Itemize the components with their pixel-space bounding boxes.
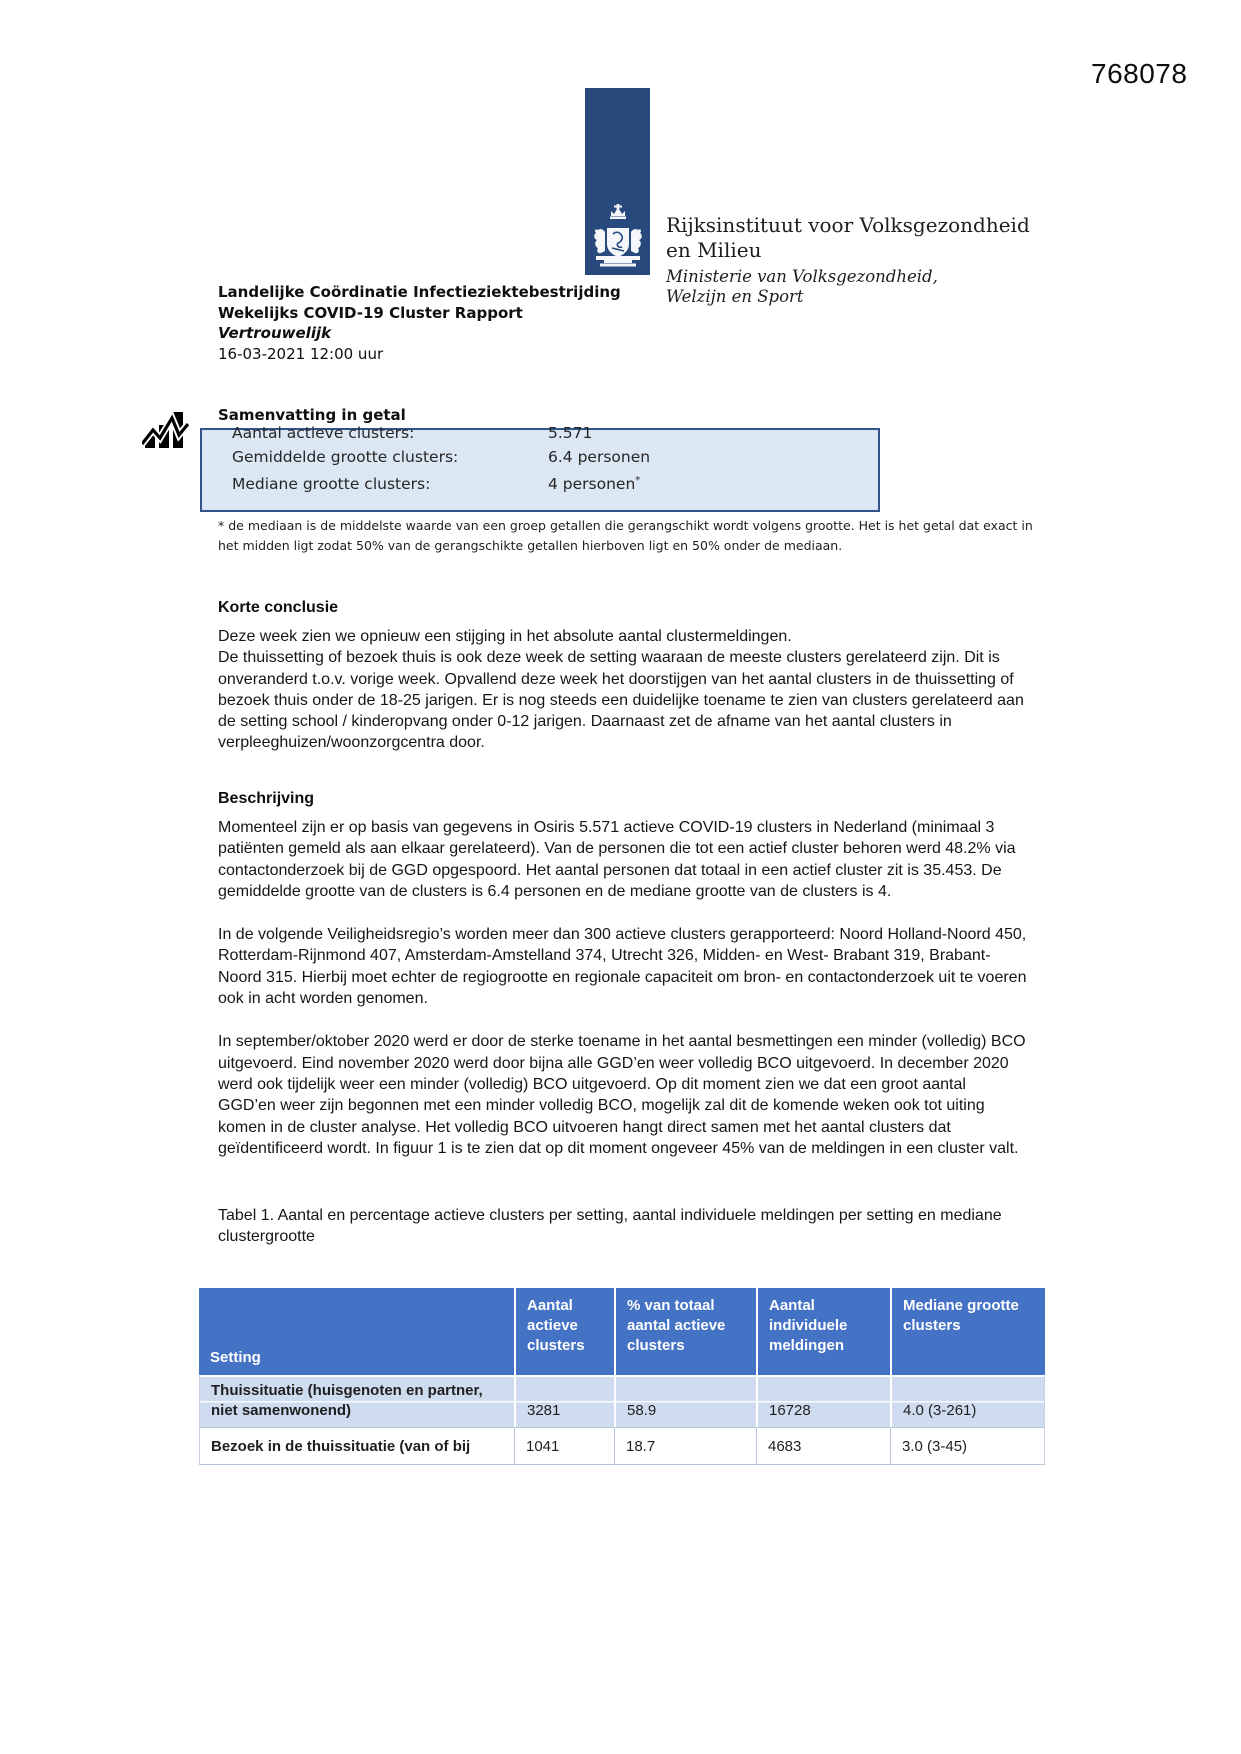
section-beschrijving <box>218 789 1028 1159</box>
summary-label: Mediane grootte clusters: <box>232 475 431 494</box>
column-header-setting: Setting <box>199 1288 514 1375</box>
org-name-line1: Rijksinstituut voor Volksgezondheid <box>666 213 1030 237</box>
summary-row <box>232 422 650 446</box>
summary-row <box>232 469 650 497</box>
ministry-line2: Welzijn en Sport <box>666 286 804 306</box>
footnote-marker: * <box>635 475 641 486</box>
paragraph: De thuissetting of bezoek thuis is ook deze week de setting waaraan de meeste clusters gerelateerd zijn. Dit is onveranderd t.o.v. vorige week. Opvallend deze week het doorstijgen van het aantal clusters in de thuissetting of bezoek thuis onder de 18-25 jarigen. Er is nog steeds een duidelijke toename te zien van clusters gerelateerd aan de setting school / kinderopvang onder 0-12 jarigen. Daarnaast zet de afname van het aantal clusters in verpleeghuizen/woonzorgcentra door. <box>218 649 1024 752</box>
summary-value: 4 personen <box>548 475 636 494</box>
table-row <box>199 1375 1045 1427</box>
value-cell: 4683 <box>756 1427 890 1465</box>
cluster-table-wrap <box>199 1288 1045 1465</box>
summary-label: Gemiddelde grootte clusters: <box>232 447 459 466</box>
confidential-label: Vertrouwelijk <box>218 324 332 343</box>
table-caption: Tabel 1. Aantal en percentage actieve clusters per setting, aantal individuele meldingen per setting en mediane clustergrootte <box>218 1207 1002 1246</box>
table-header-row <box>199 1288 1045 1375</box>
column-header-aantal-clusters: Aantal actieve clusters <box>514 1288 614 1375</box>
coat-of-arms-icon <box>592 204 644 268</box>
summary-row <box>232 446 650 470</box>
paragraph: In september/oktober 2020 werd er door de sterke toename in het aantal besmettingen een minder (volledig) BCO uitgevoerd. Eind november 2020 werd door bijna alle GGD’en weer volledig BCO uitgevoerd. In december 2020 werd ook tijdelijk weer een minder (volledig) BCO uitgevoerd. Op dit moment zien we dat een groot aantal GGD’en weer zijn begonnen met een minder volledig BCO, mogelijk zal dit de komende weken ook tot uiting komen in de cluster analyse. Het volledig BCO uitvoeren hangt direct samen met het aantal clusters dat geïdentificeerd wordt. In figuur 1 is te zien dat op dit moment ongeveer 45% van de meldingen in een cluster valt. <box>218 1033 1026 1157</box>
value-cell: 4.0 (3-261) <box>890 1375 1045 1427</box>
paragraph: Momenteel zijn er op basis van gegevens in Osiris 5.571 actieve COVID-19 clusters in Nederland (minimaal 3 patiënten gemeld als aan elkaar gerelateerd). Van de personen die tot een actief cluster behoren werd 48.2% via contactonderzoek bij de GGD opgespoord. Het aantal personen dat totaal in een actief cluster zit is 35.453. De gemiddelde grootte van de clusters is 6.4 personen en de mediane grootte van de clusters is 4. <box>218 819 1016 900</box>
paragraph: In de volgende Veiligheidsregio’s worden meer dan 300 actieve clusters gerapporteerd: Noord Holland-Noord 450, Rotterdam-Rijnmond 407, Amsterdam-Amstelland 374, Utrecht 326, Midden- en West- Brabant 319, Brabant-Noord 315. Hierbij moet echter de regiogrootte en regionale capaciteit om bron- en contactonderzoek uit te voeren ook in acht worden genomen. <box>218 926 1027 1008</box>
rivm-logo-text <box>666 213 1030 306</box>
rivm-logo-bar <box>585 88 650 275</box>
value-cell: 16728 <box>756 1375 890 1427</box>
column-header-pct-totaal: % van totaal aantal actieve clusters <box>614 1288 756 1375</box>
value-cell: 3.0 (3-45) <box>890 1427 1045 1465</box>
column-header-mediane-grootte: Mediane grootte clusters <box>890 1288 1045 1375</box>
paragraph: Deze week zien we opnieuw een stijging in het absolute aantal clustermeldingen. <box>218 628 792 645</box>
summary-value: 6.4 personen <box>548 447 651 466</box>
section-heading-korte-conclusie: Korte conclusie <box>218 599 339 616</box>
column-header-individuele-meldingen: Aantal individuele meldingen <box>756 1288 890 1375</box>
summary-label: Aantal actieve clusters: <box>232 424 415 442</box>
value-cell: 58.9 <box>614 1375 756 1427</box>
setting-cell: Bezoek in de thuissituatie (van of bij <box>199 1427 514 1465</box>
summary-heading: Samenvatting in getal <box>218 406 406 424</box>
page-number: 768078 <box>1091 58 1188 89</box>
org-name-line2: en Milieu <box>666 238 762 262</box>
median-footnote: * de mediaan is de middelste waarde van een groep getallen die gerangschikt wordt volgens grootte. Het is het getal dat exact in het midden ligt zodat 50% van de gerangschikte getallen hierboven ligt en 50% onder de mediaan. <box>218 518 1033 554</box>
cluster-table <box>199 1288 1045 1465</box>
chart-icon <box>142 407 189 450</box>
setting-cell: Thuissituatie (huisgenoten en partner, niet samenwonend) <box>199 1375 514 1427</box>
table-row <box>199 1427 1045 1465</box>
section-korte-conclusie <box>218 598 1028 754</box>
report-org-title: Landelijke Coördinatie Infectieziektebestrijding <box>218 283 621 301</box>
section-heading-beschrijving: Beschrijving <box>218 790 315 807</box>
value-cell: 3281 <box>514 1375 614 1427</box>
report-title: Wekelijks COVID-19 Cluster Rapport <box>218 303 523 322</box>
ministry-line1: Ministerie van Volksgezondheid, <box>666 267 938 286</box>
summary-box <box>200 424 880 512</box>
value-cell: 1041 <box>514 1427 614 1465</box>
report-title-block <box>218 282 621 364</box>
value-cell: 18.7 <box>614 1427 756 1465</box>
report-datetime: 16-03-2021 12:00 uur <box>218 344 384 363</box>
summary-value: 5.571 <box>548 424 593 442</box>
